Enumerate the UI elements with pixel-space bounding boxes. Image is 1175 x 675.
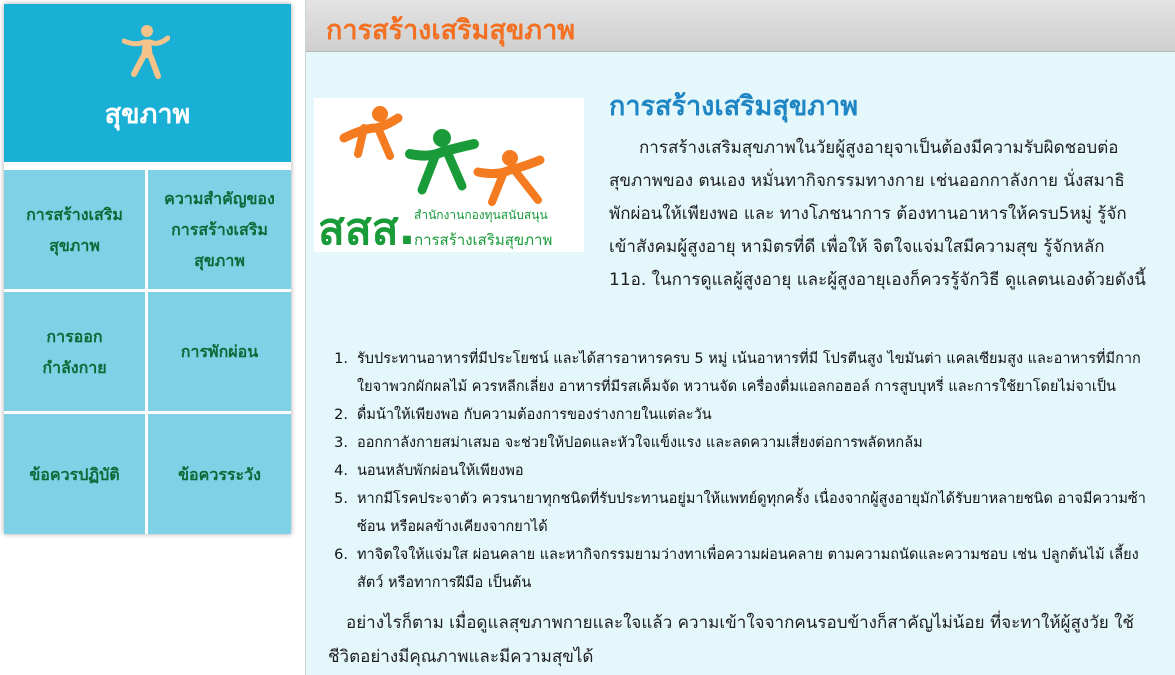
sidebar-item-exercise[interactable] xyxy=(4,292,145,411)
logo-brand: สสส. xyxy=(318,204,416,252)
logo-line2: การสร้างเสริมสุขภาพ xyxy=(414,231,553,249)
list-item xyxy=(330,429,1150,457)
list-text: หากมีโรคประจาตัว ควรนายาทุกชนิดที่รับประทานอยู่มาให้แพทย์ดูทุกครั้ง เนื่องจากผู้สูงอายุมักได้รับยาหลายชนิด อาจมีความซ้าซ้อน หรือผลข้างเคียงจากยาได้ xyxy=(357,491,1146,535)
sidebar-item-label: ข้อควรระวัง xyxy=(178,464,261,484)
sidebar-item-label: การสร้างเสริม สุขภาพ xyxy=(26,204,123,255)
list-number: 1. xyxy=(334,351,348,367)
sidebar-menu xyxy=(4,170,291,534)
list-text: ทาจิตใจให้แจ่มใส ผ่อนคลาย และหากิจกรรมยามว่างทาเพื่อความผ่อนคลาย ตามความถนัดและความชอบ เช่น ปลูกต้นไม้ เลี้ยงสัตว์ หรือทาการฝีมือ เป็นต้น xyxy=(357,547,1139,591)
sidebar-item-label: การพักผ่อน xyxy=(180,342,259,361)
sidebar-item-label: การออก กำลังกาย xyxy=(42,326,107,377)
health-tips-list xyxy=(330,345,1150,597)
sidebar-header xyxy=(4,4,291,162)
list-text: รับประทานอาหารที่มีประโยชน์ และได้สารอาหารครบ 5 หมู่ เน้นอาหารที่มี โปรตีนสูง ไขมันต่า แคลเซียมสูง และอาหารที่มีกากใยจาพวกผักผลไม้ ควรหลีกเลี่ยง อาหารที่มีรสเค็มจัด หวานจัด เครื่องดื่มแอลกอฮอล์ การสูบบุหรี่ และการใช้ยาโดยไม่จาเป็น xyxy=(357,351,1141,395)
tai-chi-person-icon xyxy=(122,24,170,80)
list-item xyxy=(330,345,1150,401)
list-text: ออกกาลังกายสม่าเสมอ จะช่วยให้ปอดและหัวใจแข็งแรง และลดความเสี่ยงต่อการพลัดหกล้ม xyxy=(357,435,923,451)
list-item xyxy=(330,485,1150,541)
sidebar-item-label: ความสำคัญของ การสร้างเสริม สุขภาพ xyxy=(164,189,275,270)
list-number: 2. xyxy=(334,407,348,423)
list-number: 4. xyxy=(334,463,348,479)
sidebar-item-importance[interactable] xyxy=(148,170,291,289)
sidebar-item-practices[interactable] xyxy=(4,414,145,534)
list-text: ดื่มน้าให้เพียงพอ กับความต้องการของร่างกายในแต่ละวัน xyxy=(357,407,712,423)
intro-paragraph: การสร้างเสริมสุขภาพในวัยผู้สูงอายุจาเป็นต้องมีความรับผิดชอบต่อสุขภาพของ ตนเอง หมั่นทากิจกรรมทางกาย เช่นออกกาลังกาย นั่งสมาธิ พักผ่อนให้เพียงพอ และ ทางโภชนาการ ต้องทานอาหารให้ครบ5หมู่ รู้จักเข้าสังคมผู้สูงอายุ หามิตรที่ดี เพื่อให้ จิตใจแจ่มใสมีความสุข รู้จักหลัก 11อ. ในการดูแลผู้สูงอายุ และผู้สูงอายุเองก็ควรรู้จักวิธี ดูแลตนเองด้วยดังนี้ xyxy=(609,138,1146,290)
article-title: การสร้างเสริมสุขภาพ xyxy=(609,91,859,122)
sidebar-item-precautions[interactable] xyxy=(148,414,291,534)
list-number: 3. xyxy=(334,435,348,451)
sidebar-item-label: ข้อควรปฏิบัติ xyxy=(29,464,120,484)
list-item xyxy=(330,541,1150,597)
sidebar xyxy=(4,4,291,534)
content-header xyxy=(306,0,1175,52)
list-item xyxy=(330,401,1150,429)
main-content xyxy=(305,0,1175,675)
sidebar-title: สุขภาพ xyxy=(104,99,191,130)
list-number: 6. xyxy=(334,547,348,563)
sidebar-item-health-promotion[interactable] xyxy=(4,170,145,289)
thaihealth-logo xyxy=(314,98,584,252)
sidebar-item-rest[interactable] xyxy=(148,292,291,411)
closing-paragraph: อย่างไรก็ตาม เมื่อดูแลสุขภาพกายและใจแล้ว ความเข้าใจจากคนรอบข้างก็สาคัญไม่น้อย ที่จะทาให้ผู้สูงวัย ใช้ชีวิตอย่างมีคุณภาพและมีความสุขได้ xyxy=(328,613,1134,667)
logo-line1: สำนักงานกองทุนสนับสนุน xyxy=(414,208,548,222)
list-item xyxy=(330,457,1150,485)
list-number: 5. xyxy=(334,491,348,507)
page-title: การสร้างเสริมสุขภาพ xyxy=(326,15,576,46)
list-text: นอนหลับพักผ่อนให้เพียงพอ xyxy=(357,463,524,479)
